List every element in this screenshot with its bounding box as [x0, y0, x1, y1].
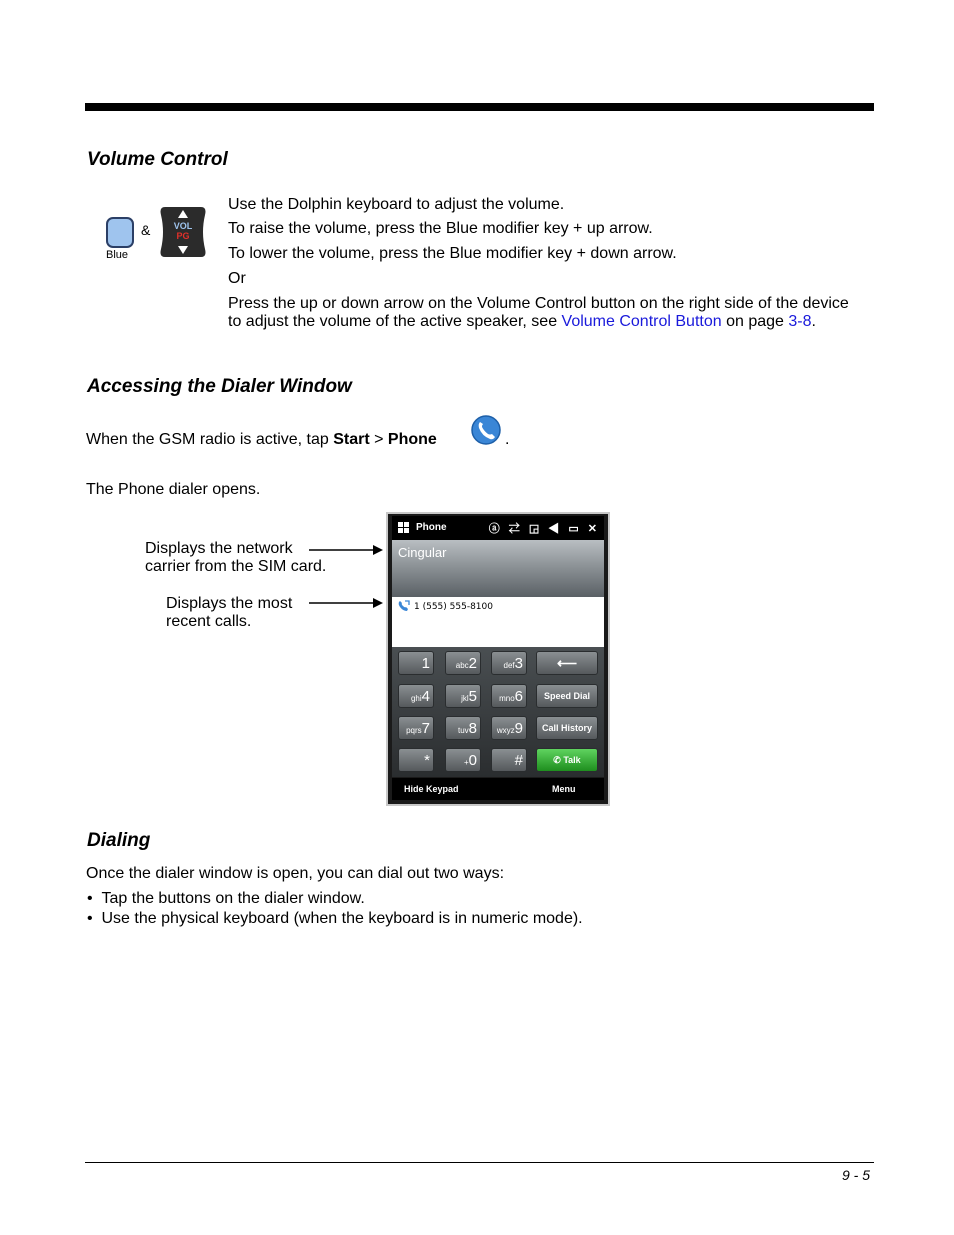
blue-modifier-key-icon: [106, 217, 134, 248]
hide-keypad-softkey[interactable]: Hide Keypad: [404, 784, 459, 794]
dialing-intro: Once the dialer window is open, you can dial out two ways:: [86, 865, 505, 882]
footer-rule: [85, 1162, 874, 1163]
key-9[interactable]: wxyz9: [491, 716, 527, 740]
dial-keypad: [392, 647, 604, 777]
call-history-button[interactable]: Call History: [536, 716, 598, 740]
phone-title-bar: [392, 516, 604, 540]
vol-label: VOL: [173, 221, 193, 231]
bullet-text-2: Use the physical keyboard (when the keyboard is in numeric mode).: [101, 910, 583, 927]
key-8[interactable]: tuv8: [445, 716, 481, 740]
instruction-end: .: [505, 431, 510, 448]
recent-calls-list[interactable]: [392, 597, 604, 647]
phone-dialer-screenshot: [386, 512, 610, 806]
key-3[interactable]: def3: [491, 651, 527, 675]
key-7[interactable]: pqrs7: [398, 716, 434, 740]
phone-app-icon: [470, 414, 502, 446]
softkey-bar: [392, 778, 604, 800]
list-item: [87, 910, 583, 928]
carrier-name: Cingular: [398, 545, 447, 560]
page-number: 9 - 5: [841, 1167, 870, 1183]
windows-start-icon[interactable]: [397, 521, 411, 535]
callout-network-carrier: [145, 540, 326, 576]
callout-network-line-2: carrier from the SIM card.: [145, 558, 327, 575]
page-3-8-link[interactable]: 3-8: [788, 313, 812, 330]
heading-accessing-dialer: Accessing the Dialer Window: [87, 376, 352, 397]
recent-call-number: 1 (555) 555-8100: [414, 602, 493, 612]
bullet-text-1: Tap the buttons on the dialer window.: [101, 890, 365, 907]
phone-label: Phone: [387, 431, 437, 448]
key-1[interactable]: 1: [398, 651, 434, 675]
volume-line-1: Use the Dolphin keyboard to adjust the volume.: [228, 196, 565, 213]
dialer-instruction: [86, 431, 437, 449]
bullet-icon: •: [87, 910, 102, 927]
volume-key-icon: [157, 205, 209, 259]
callout-recent-calls: [166, 595, 292, 631]
talk-label: Talk: [563, 755, 581, 765]
phone-title: Phone: [416, 522, 447, 533]
key-star[interactable]: *: [398, 748, 434, 772]
blue-key-label: Blue: [106, 249, 129, 261]
volume-control-button-link[interactable]: Volume Control Button: [561, 313, 722, 330]
header-rule: [85, 103, 874, 111]
callout-recent-line-1: Displays the most: [166, 595, 293, 612]
speed-dial-button[interactable]: Speed Dial: [536, 684, 598, 708]
key-hash[interactable]: #: [491, 748, 527, 772]
volume-paragraph-end: .: [811, 313, 816, 330]
talk-phone-icon: ✆: [553, 755, 564, 765]
volume-paragraph-text-2: on page: [721, 313, 789, 330]
start-label: Start: [333, 431, 370, 448]
dialer-opens-text: The Phone dialer opens.: [86, 481, 261, 498]
heading-volume-control: Volume Control: [87, 149, 228, 170]
volume-paragraph: [228, 295, 853, 331]
callout-arrow-recent: [307, 596, 387, 610]
volume-paragraph-text: Press the up or down arrow on the Volume Control button on the right side of the device to adjust the volume of the active speaker, see: [228, 295, 849, 330]
pg-label: PG: [176, 231, 190, 241]
heading-dialing: Dialing: [87, 830, 151, 851]
key-2[interactable]: abc2: [445, 651, 481, 675]
backspace-button[interactable]: ⟵: [536, 651, 598, 675]
key-0[interactable]: +0: [445, 748, 481, 772]
key-6[interactable]: mno6: [491, 684, 527, 708]
menu-softkey[interactable]: Menu: [552, 784, 576, 794]
bullet-icon: •: [87, 890, 102, 907]
volume-line-2: To raise the volume, press the Blue modifier key + up arrow.: [228, 220, 653, 237]
instruction-text: When the GSM radio is active, tap: [86, 431, 334, 448]
key-5[interactable]: jkl5: [445, 684, 481, 708]
volume-or: Or: [228, 270, 246, 287]
status-icons: ⓐ ⇄ ◲ ◀ ▭ ✕: [488, 523, 600, 535]
callout-recent-line-2: recent calls.: [166, 613, 252, 630]
separator: >: [369, 431, 388, 448]
callout-network-line-1: Displays the network: [145, 540, 293, 557]
ampersand: &: [141, 222, 151, 238]
callout-arrow-carrier: [307, 543, 387, 557]
key-4[interactable]: ghi4: [398, 684, 434, 708]
volume-line-3: To lower the volume, press the Blue modifier key + down arrow.: [228, 245, 677, 262]
carrier-banner: [392, 540, 604, 597]
call-history-icon: [397, 600, 411, 612]
list-item: [87, 890, 365, 908]
talk-button[interactable]: [536, 748, 598, 772]
